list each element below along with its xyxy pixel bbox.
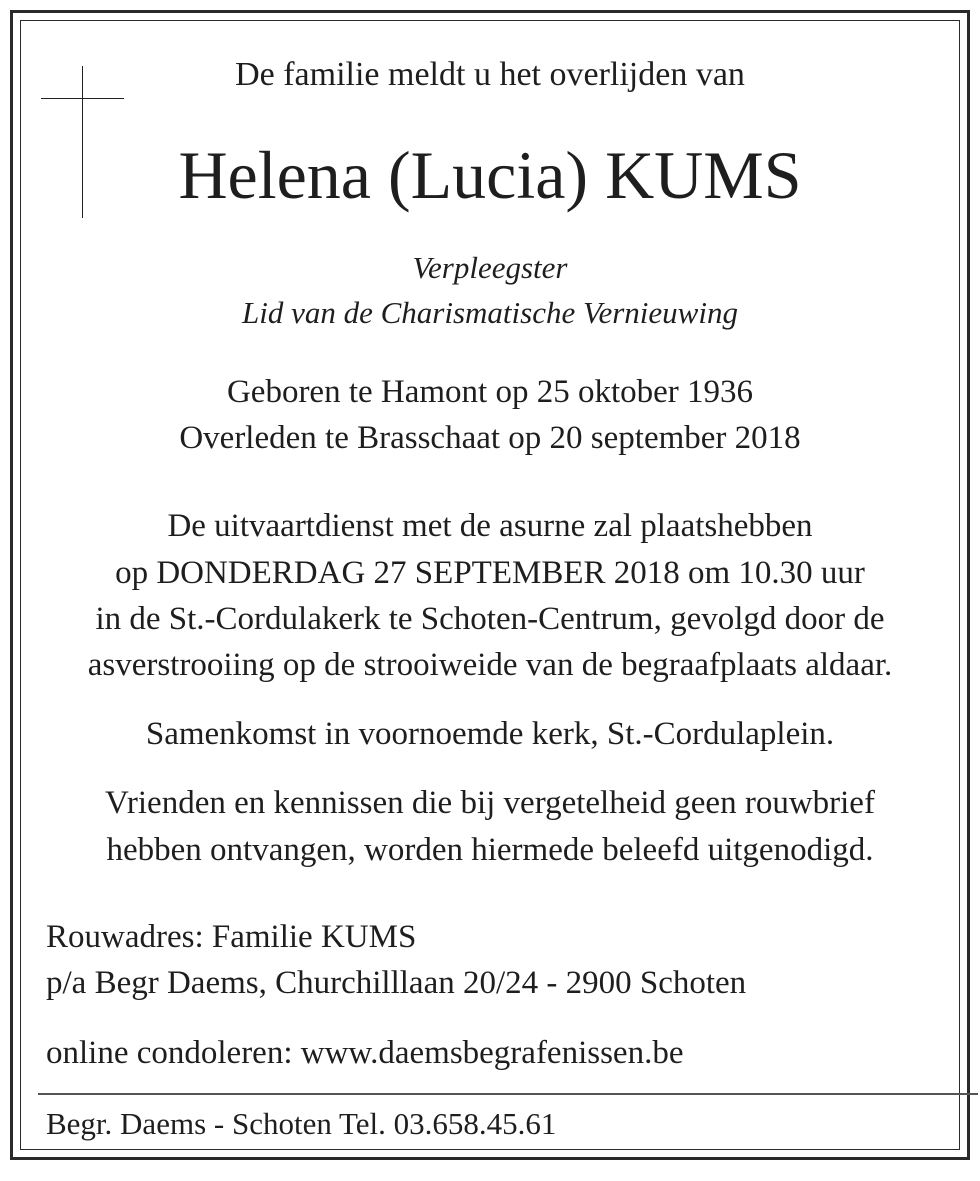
gathering-text: Samenkomst in voornoemde kerk, St.-Cordulaplein. xyxy=(145,716,835,752)
birth-date: Geboren te Hamont op 25 oktober 1936 xyxy=(226,374,754,410)
address-line-2: p/a Begr Daems, Churchilllaan 20/24 - 2900 Schoten xyxy=(46,965,747,1001)
cross-icon-bar xyxy=(41,98,124,99)
deceased-name: Helena (Lucia) KUMS xyxy=(178,137,802,213)
service-line-3: in de St.-Cordulakerk te Schoten-Centrum, gevolgd door de xyxy=(95,601,885,637)
service-line-2: op DONDERDAG 27 SEPTEMBER 2018 om 10.30 uur xyxy=(115,555,865,591)
address-line-1: Rouwadres: Familie KUMS xyxy=(46,919,417,955)
funeral-home-footer: Begr. Daems - Schoten Tel. 03.658.45.61 xyxy=(46,1106,557,1141)
footer-divider xyxy=(38,1093,978,1095)
friends-line-2: hebben ontvangen, worden hiermede beleefd uitgenodigd. xyxy=(106,832,874,868)
service-line-1: De uitvaartdienst met de asurne zal plaatshebben xyxy=(167,508,813,544)
service-line-4: asverstrooiing op de strooiweide van de begraafplaats aldaar. xyxy=(87,647,893,683)
death-date: Overleden te Brasschaat op 20 september 2018 xyxy=(179,420,801,456)
title-occupation: Verpleegster xyxy=(412,250,568,285)
online-condolences: online condoleren: www.daemsbegrafenissen.be xyxy=(46,1035,684,1071)
friends-line-1: Vrienden en kennissen die bij vergetelheid geen rouwbrief xyxy=(105,785,875,821)
title-membership: Lid van de Charismatische Vernieuwing xyxy=(242,295,738,330)
intro-text: De familie meldt u het overlijden van xyxy=(235,56,745,93)
